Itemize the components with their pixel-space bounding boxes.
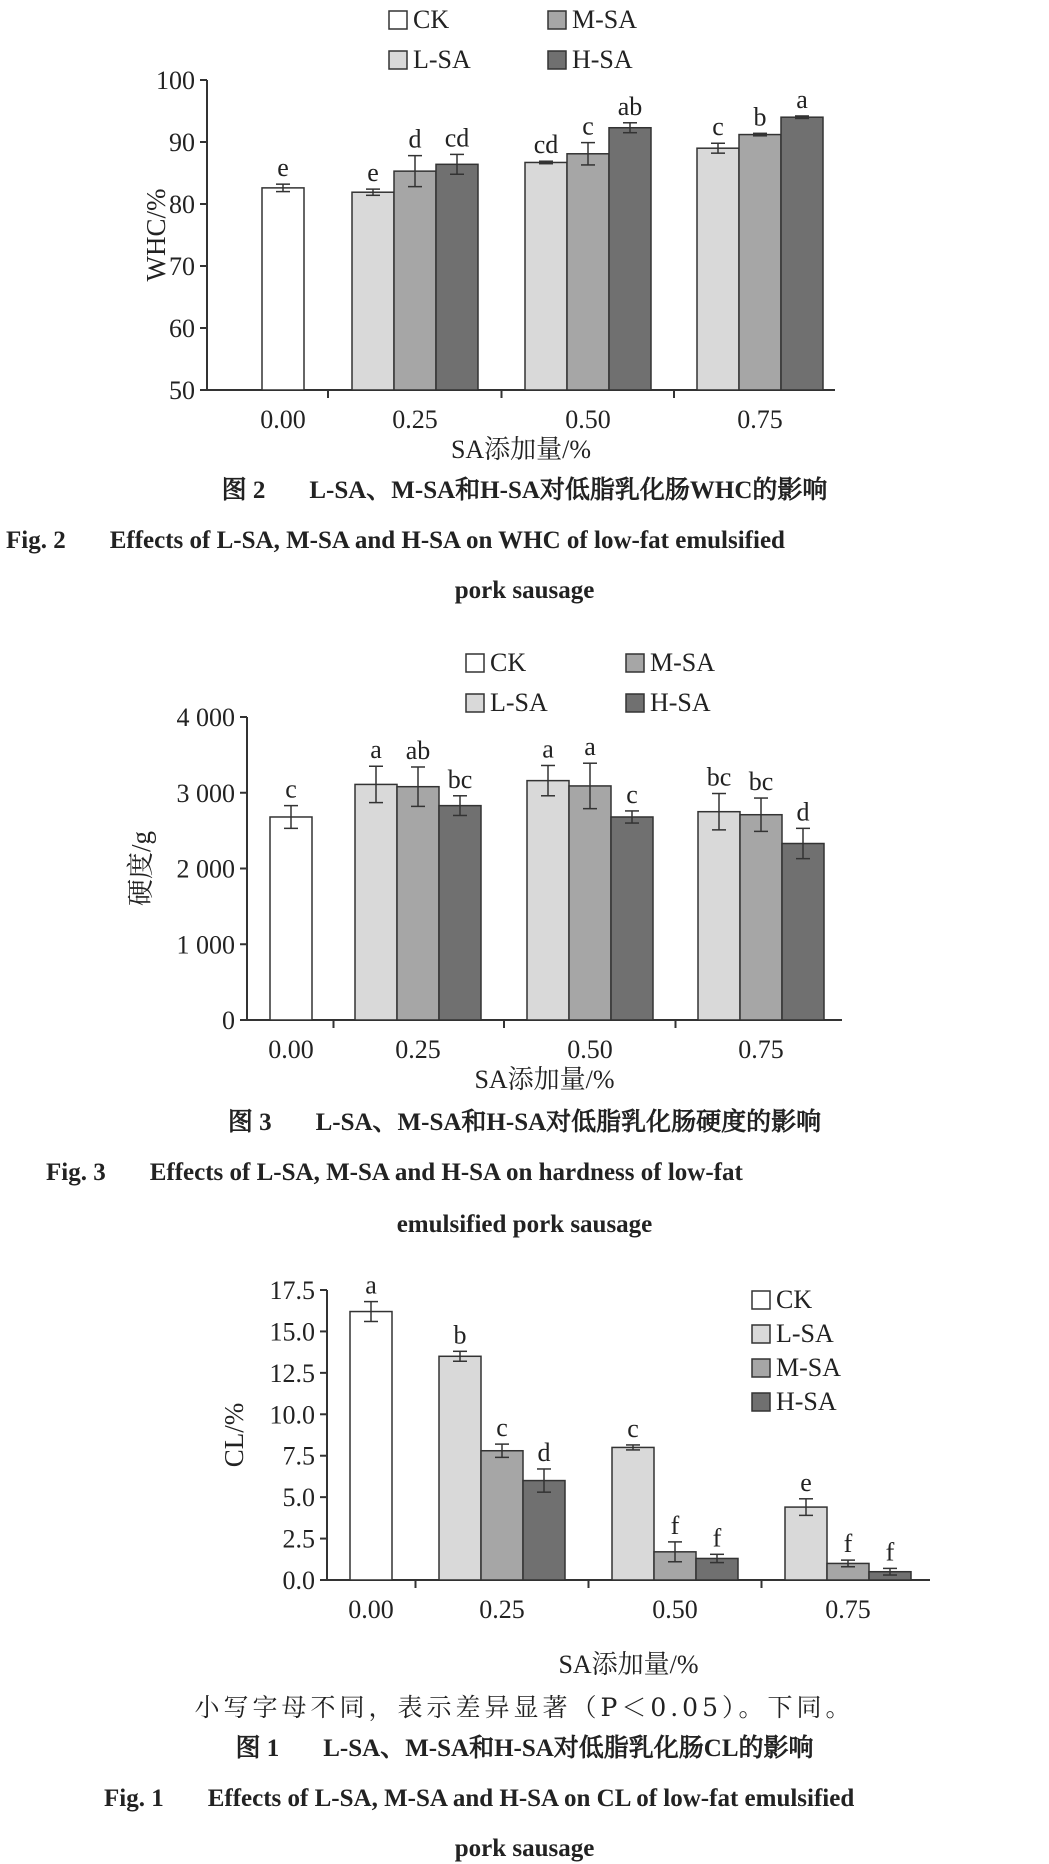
y-tick-label: 90: [169, 128, 195, 157]
significance-letter: ab: [405, 735, 431, 765]
significance-letter: bc: [748, 767, 774, 797]
bar-ck-0.00: [270, 817, 312, 1020]
bar-l-sa-0.50: [525, 162, 567, 390]
x-tick-label: 0.25: [395, 1035, 441, 1064]
significance-letter: f: [670, 1510, 680, 1540]
y-tick-label: 100: [156, 66, 195, 95]
legend-swatch-m-sa: [626, 654, 644, 672]
bar-l-sa-0.50: [527, 781, 569, 1020]
fig3-number-cn: 图 3: [227, 1109, 272, 1136]
bar-l-sa-0.25: [352, 192, 394, 390]
significance-letter: a: [796, 84, 808, 114]
x-tick-label: 0.00: [260, 405, 306, 434]
y-tick-label: 4 000: [176, 703, 235, 732]
fig3-number-en: Fig. 3: [46, 1159, 106, 1186]
fig1-number-cn: 图 1: [235, 1735, 280, 1762]
legend-swatch-ck: [466, 654, 484, 672]
bar-ck-0.00: [350, 1312, 392, 1580]
fig1-number-en: Fig. 1: [104, 1785, 164, 1812]
x-tick-label: 0.75: [825, 1595, 871, 1624]
x-tick-label: 0.75: [737, 405, 783, 434]
bar-h-sa-0.75: [782, 844, 824, 1020]
bar-l-sa-0.25: [355, 784, 397, 1020]
significance-letter: e: [800, 1467, 812, 1497]
significance-letter: e: [367, 158, 379, 188]
fig1-caption-cn: [0, 1734, 1049, 1764]
bar-m-sa-0.75: [739, 135, 781, 390]
fig1-caption-en: [104, 1784, 1049, 1814]
legend-label-m-sa: M-SA: [776, 1353, 842, 1382]
x-tick-label: 0.50: [567, 1035, 613, 1064]
legend-swatch-m-sa: [548, 11, 566, 29]
significance-letter: b: [753, 102, 767, 132]
y-tick-label: 12.5: [269, 1358, 315, 1388]
hardness-bar-chart: [0, 640, 1049, 1100]
legend-swatch-h-sa: [752, 1393, 770, 1411]
bar-h-sa-0.50: [611, 817, 653, 1020]
x-tick-label: 0.25: [479, 1595, 525, 1624]
legend-label-ck: CK: [413, 5, 450, 34]
significance-letter: c: [712, 112, 724, 142]
whc-bar-chart: [0, 0, 1049, 470]
y-axis-title: WHC/%: [141, 188, 171, 282]
legend-swatch-ck: [752, 1291, 770, 1309]
bar-l-sa-0.75: [698, 812, 740, 1020]
y-tick-label: 0: [222, 1006, 235, 1035]
significance-letter: bc: [447, 764, 473, 794]
x-tick-label: 0.75: [738, 1035, 784, 1064]
x-tick-label: 0.50: [565, 405, 611, 434]
significance-letter: b: [453, 1320, 467, 1350]
x-tick-label: 0.25: [392, 405, 438, 434]
fig2-caption-en: [6, 526, 1049, 556]
legend-label-h-sa: H-SA: [776, 1387, 837, 1416]
fig2-title-cn: L-SA、M-SA和H-SA对低脂乳化肠WHC的影响: [309, 477, 828, 504]
significance-letter: a: [542, 734, 554, 764]
significance-letter: f: [712, 1523, 722, 1553]
significance-letter: cd: [533, 130, 559, 160]
x-tick-label: 0.00: [268, 1035, 314, 1064]
bar-m-sa-0.25: [481, 1451, 523, 1580]
legend-label-l-sa: L-SA: [490, 688, 548, 717]
x-axis-title: SA添加量/%: [450, 435, 592, 464]
bar-m-sa-0.50: [569, 786, 611, 1020]
significance-letter: c: [627, 1413, 639, 1443]
fig1-title-en-line2: pork sausage: [454, 1835, 595, 1862]
y-tick-label: 17.5: [269, 1276, 315, 1305]
bar-l-sa-0.50: [612, 1447, 654, 1580]
fig3-title-en-line1: Effects of L-SA, M-SA and H-SA on hardness of low-fat: [149, 1159, 743, 1186]
bar-l-sa-0.75: [697, 148, 739, 390]
legend-label-h-sa: H-SA: [650, 688, 711, 717]
bar-h-sa-0.25: [523, 1481, 565, 1580]
legend-swatch-m-sa: [752, 1359, 770, 1377]
significance-letter: a: [370, 735, 382, 765]
fig3-title-cn: L-SA、M-SA和H-SA对低脂乳化肠硬度的影响: [315, 1109, 822, 1136]
significance-letter: a: [584, 732, 596, 762]
y-tick-label: 10.0: [269, 1400, 315, 1430]
significance-note: 小写字母不同，表示差异显著（P＜0.05）。下同。: [194, 1693, 855, 1722]
significance-letter: d: [796, 797, 810, 827]
x-tick-label: 0.00: [348, 1595, 394, 1624]
x-axis-title: SA添加量/%: [558, 1650, 699, 1679]
fig2-number-cn: 图 2: [221, 477, 266, 504]
legend-label-ck: CK: [490, 648, 527, 677]
significance-letter: ab: [617, 91, 643, 121]
bar-m-sa-0.25: [394, 171, 436, 390]
significance-letter: cd: [444, 123, 470, 153]
y-tick-label: 2 000: [176, 854, 235, 884]
y-tick-label: 50: [169, 376, 195, 405]
legend-label-l-sa: L-SA: [776, 1319, 834, 1348]
bar-l-sa-0.75: [785, 1507, 827, 1580]
x-axis-title: SA添加量/%: [474, 1065, 615, 1094]
significance-letter: c: [285, 774, 297, 804]
y-tick-label: 60: [169, 314, 195, 343]
y-axis-title: 硬度/g: [126, 830, 156, 907]
bar-ck-0.00: [262, 188, 304, 390]
significance-letter: d: [537, 1437, 551, 1467]
y-axis-title: CL/%: [219, 1402, 249, 1468]
legend-label-l-sa: L-SA: [413, 45, 471, 74]
y-tick-label: 0.0: [282, 1566, 315, 1595]
significance-letter: f: [843, 1529, 853, 1559]
significance-letter: e: [277, 153, 289, 183]
significance-letter: a: [365, 1270, 377, 1300]
bar-l-sa-0.25: [439, 1356, 481, 1580]
significance-letter: c: [582, 111, 594, 141]
legend-swatch-h-sa: [626, 694, 644, 712]
fig3-caption-en: [46, 1158, 1049, 1188]
y-tick-label: 2.5: [282, 1524, 315, 1554]
fig2-title-en-line2: pork sausage: [454, 577, 595, 604]
significance-letter: c: [496, 1413, 508, 1443]
legend-label-m-sa: M-SA: [572, 5, 638, 34]
legend-swatch-l-sa: [752, 1325, 770, 1343]
fig2-caption-cn: [0, 476, 1049, 506]
fig3-title-en-line2: emulsified pork sausage: [396, 1211, 653, 1238]
y-tick-label: 5.0: [282, 1483, 315, 1513]
y-tick-label: 70: [169, 252, 195, 281]
bar-h-sa-0.25: [436, 164, 478, 390]
bar-h-sa-0.50: [609, 128, 651, 390]
fig2-number-en: Fig. 2: [6, 527, 66, 554]
y-tick-label: 3 000: [176, 778, 235, 808]
fig1-title-en-line1: Effects of L-SA, M-SA and H-SA on CL of low-fat emulsified: [207, 1785, 855, 1812]
legend-label-h-sa: H-SA: [572, 45, 633, 74]
y-tick-label: 7.5: [282, 1441, 315, 1471]
legend-swatch-ck: [389, 11, 407, 29]
bar-h-sa-0.25: [439, 806, 481, 1020]
bar-h-sa-0.75: [781, 117, 823, 390]
legend-label-ck: CK: [776, 1285, 813, 1314]
legend-swatch-l-sa: [389, 51, 407, 69]
legend-swatch-h-sa: [548, 51, 566, 69]
bar-m-sa-0.25: [397, 787, 439, 1020]
legend-swatch-l-sa: [466, 694, 484, 712]
y-tick-label: 15.0: [269, 1317, 315, 1347]
fig1-title-cn: L-SA、M-SA和H-SA对低脂乳化肠CL的影响: [323, 1735, 814, 1762]
x-tick-label: 0.50: [652, 1595, 698, 1624]
y-tick-label: 80: [169, 190, 195, 219]
fig2-title-en-line1: Effects of L-SA, M-SA and H-SA on WHC of low-fat emulsified: [109, 527, 785, 554]
fig3-caption-cn: [0, 1108, 1049, 1138]
significance-letter: bc: [706, 762, 732, 792]
cl-bar-chart: [0, 1255, 1049, 1690]
legend-label-m-sa: M-SA: [650, 648, 716, 677]
significance-letter: f: [885, 1537, 895, 1567]
significance-letter: c: [626, 779, 638, 809]
y-tick-label: 1 000: [176, 930, 235, 960]
bar-m-sa-0.75: [740, 815, 782, 1020]
bar-m-sa-0.50: [567, 154, 609, 390]
significance-letter: d: [408, 124, 422, 154]
